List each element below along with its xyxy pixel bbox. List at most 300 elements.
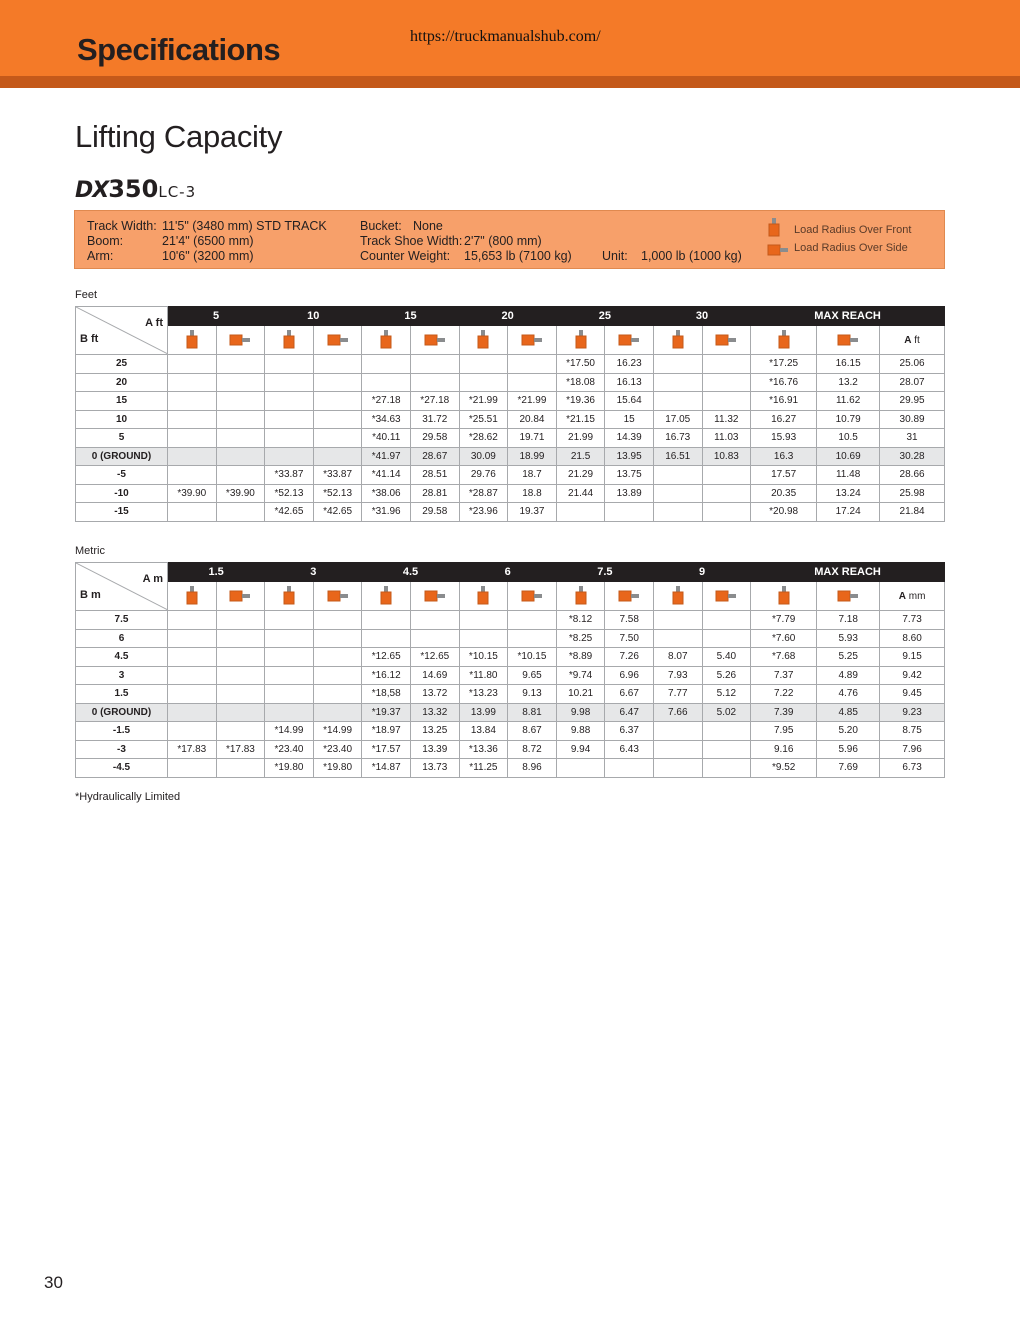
- table-row: [76, 648, 945, 667]
- capacity-cell: 8.60: [880, 629, 945, 648]
- capacity-cell: *14.87: [362, 759, 411, 778]
- capacity-cell: 7.26: [605, 648, 654, 667]
- header-strip: [0, 76, 1020, 88]
- capacity-cell: 9.15: [880, 648, 945, 667]
- model-suffix: LC-3: [158, 183, 197, 201]
- side-radius-icon: [837, 333, 859, 347]
- capacity-cell: [168, 503, 217, 522]
- table-row: [76, 703, 945, 722]
- bucket-label: Bucket:: [360, 219, 402, 233]
- capacity-cell: [653, 355, 702, 374]
- capacity-cell: [216, 447, 265, 466]
- capacity-cell: 7.69: [817, 759, 880, 778]
- table-row: [76, 629, 945, 648]
- capacity-cell: 13.99: [459, 703, 508, 722]
- capacity-cell: 16.15: [817, 355, 880, 374]
- load-height-label: 7.5: [76, 611, 168, 630]
- side-icon-cell: [605, 582, 654, 611]
- capacity-cell: 21.5: [556, 447, 605, 466]
- capacity-cell: 25.06: [880, 355, 945, 374]
- capacity-cell: [265, 355, 314, 374]
- capacity-cell: [605, 503, 654, 522]
- capacity-cell: *31.96: [362, 503, 411, 522]
- capacity-cell: [216, 666, 265, 685]
- capacity-cell: 7.95: [751, 722, 817, 741]
- page-number: 30: [44, 1273, 63, 1292]
- capacity-cell: *34.63: [362, 410, 411, 429]
- front-radius-icon: [380, 330, 392, 350]
- reach-label: A: [904, 334, 912, 346]
- side-icon-cell: [605, 326, 654, 355]
- capacity-cell: 17.57: [751, 466, 817, 485]
- capacity-cell: 10.21: [556, 685, 605, 704]
- capacity-cell: 13.73: [410, 759, 459, 778]
- capacity-cell: [313, 447, 362, 466]
- side-radius-icon: [767, 243, 789, 260]
- capacity-cell: [410, 611, 459, 630]
- side-radius-icon: [424, 589, 446, 603]
- capacity-cell: [556, 759, 605, 778]
- capacity-cell: [653, 629, 702, 648]
- capacity-cell: *21.15: [556, 410, 605, 429]
- capacity-cell: 9.16: [751, 740, 817, 759]
- load-height-label: 6: [76, 629, 168, 648]
- front-radius-icon: [477, 586, 489, 606]
- capacity-cell: *21.99: [459, 392, 508, 411]
- capacity-cell: *19.37: [362, 703, 411, 722]
- capacity-cell: *27.18: [362, 392, 411, 411]
- capacity-cell: 13.39: [410, 740, 459, 759]
- load-height-label: -4.5: [76, 759, 168, 778]
- capacity-cell: 16.27: [751, 410, 817, 429]
- capacity-cell: 28.51: [410, 466, 459, 485]
- capacity-cell: 29.76: [459, 466, 508, 485]
- side-icon-cell: [313, 582, 362, 611]
- capacity-cell: 30.28: [880, 447, 945, 466]
- arm-label: Arm:: [87, 249, 114, 263]
- capacity-cell: 9.98: [556, 703, 605, 722]
- capacity-cell: 20.84: [508, 410, 557, 429]
- capacity-cell: [216, 503, 265, 522]
- a-axis-label: A ft: [145, 317, 163, 329]
- capacity-cell: [313, 666, 362, 685]
- side-radius-icon: [521, 589, 543, 603]
- capacity-cell: [508, 611, 557, 630]
- capacity-cell: [702, 484, 751, 503]
- capacity-cell: *8.25: [556, 629, 605, 648]
- capacity-cell: [702, 759, 751, 778]
- capacity-cell: [168, 410, 217, 429]
- capacity-cell: [653, 484, 702, 503]
- capacity-cell: 9.42: [880, 666, 945, 685]
- page-title: Lifting Capacity: [75, 119, 283, 154]
- capacity-cell: [168, 722, 217, 741]
- side-icon-cell: [702, 582, 751, 611]
- capacity-cell: *33.87: [265, 466, 314, 485]
- capacity-cell: [265, 611, 314, 630]
- capacity-cell: 29.58: [410, 429, 459, 448]
- side-icon-cell: [410, 326, 459, 355]
- reach-unit-cell: [880, 326, 945, 355]
- capacity-cell: *16.76: [751, 373, 817, 392]
- boom-label: Boom:: [87, 234, 124, 248]
- capacity-cell: 7.73: [880, 611, 945, 630]
- capacity-cell: [216, 648, 265, 667]
- capacity-cell: 9.13: [508, 685, 557, 704]
- capacity-cell: 17.24: [817, 503, 880, 522]
- capacity-cell: *17.50: [556, 355, 605, 374]
- lifting-capacity-table-metric: [75, 562, 945, 778]
- model-logo: [75, 175, 196, 201]
- capacity-cell: 13.84: [459, 722, 508, 741]
- track-shoe-label: Track Shoe Width:: [360, 234, 463, 248]
- reach-unit: mm: [908, 590, 926, 602]
- capacity-cell: [508, 629, 557, 648]
- capacity-cell: 14.39: [605, 429, 654, 448]
- side-icon-cell: [817, 326, 880, 355]
- capacity-cell: [168, 429, 217, 448]
- front-icon-cell: [556, 582, 605, 611]
- capacity-cell: [702, 722, 751, 741]
- radius-column-header: 3: [265, 563, 362, 582]
- table-row: [76, 447, 945, 466]
- front-radius-icon: [672, 586, 684, 606]
- capacity-cell: *52.13: [313, 484, 362, 503]
- capacity-cell: [265, 685, 314, 704]
- front-icon-cell: [653, 582, 702, 611]
- capacity-cell: [265, 410, 314, 429]
- capacity-cell: 19.71: [508, 429, 557, 448]
- capacity-cell: 13.24: [817, 484, 880, 503]
- capacity-cell: *12.65: [362, 648, 411, 667]
- capacity-cell: [216, 410, 265, 429]
- side-radius-icon: [618, 589, 640, 603]
- capacity-cell: 6.73: [880, 759, 945, 778]
- capacity-cell: [410, 629, 459, 648]
- capacity-cell: *17.57: [362, 740, 411, 759]
- capacity-cell: [459, 611, 508, 630]
- side-icon-cell: [410, 582, 459, 611]
- capacity-cell: *52.13: [265, 484, 314, 503]
- front-radius-icon: [767, 218, 781, 241]
- table-row: [76, 740, 945, 759]
- capacity-cell: 7.50: [605, 629, 654, 648]
- unit-value: 1,000 lb (1000 kg): [641, 249, 742, 263]
- load-height-label: 4.5: [76, 648, 168, 667]
- capacity-cell: 13.72: [410, 685, 459, 704]
- radius-column-header: 15: [362, 307, 459, 326]
- capacity-cell: 7.66: [653, 703, 702, 722]
- front-radius-icon: [380, 586, 392, 606]
- capacity-cell: 16.3: [751, 447, 817, 466]
- capacity-cell: 11.48: [817, 466, 880, 485]
- capacity-cell: *40.11: [362, 429, 411, 448]
- capacity-cell: 5.20: [817, 722, 880, 741]
- capacity-cell: [459, 629, 508, 648]
- capacity-cell: *23.96: [459, 503, 508, 522]
- unit-label: Unit:: [602, 249, 628, 263]
- capacity-cell: [216, 429, 265, 448]
- capacity-cell: [216, 759, 265, 778]
- model-number: 350: [108, 175, 159, 203]
- load-height-label: 20: [76, 373, 168, 392]
- capacity-cell: [216, 373, 265, 392]
- capacity-cell: 4.89: [817, 666, 880, 685]
- radius-column-header: 7.5: [556, 563, 653, 582]
- boom-value: 21'4" (6500 mm): [162, 234, 254, 248]
- capacity-cell: [265, 447, 314, 466]
- capacity-cell: [265, 703, 314, 722]
- capacity-cell: [313, 685, 362, 704]
- capacity-cell: *9.74: [556, 666, 605, 685]
- capacity-cell: *16.12: [362, 666, 411, 685]
- capacity-cell: 13.32: [410, 703, 459, 722]
- radius-column-header: 9: [653, 563, 750, 582]
- capacity-cell: [362, 355, 411, 374]
- capacity-cell: [216, 355, 265, 374]
- arm-value: 10'6" (3200 mm): [162, 249, 254, 263]
- capacity-cell: *10.15: [459, 648, 508, 667]
- track-width-value: 11'5" (3480 mm) STD TRACK: [162, 219, 327, 233]
- capacity-cell: 7.58: [605, 611, 654, 630]
- capacity-cell: [653, 466, 702, 485]
- capacity-cell: 6.47: [605, 703, 654, 722]
- capacity-cell: 25.98: [880, 484, 945, 503]
- capacity-cell: *12.65: [410, 648, 459, 667]
- side-radius-icon: [229, 589, 251, 603]
- capacity-cell: *7.60: [751, 629, 817, 648]
- capacity-cell: 21.84: [880, 503, 945, 522]
- capacity-cell: 13.2: [817, 373, 880, 392]
- a-axis-label: A m: [142, 573, 163, 585]
- capacity-cell: 13.95: [605, 447, 654, 466]
- capacity-cell: [216, 466, 265, 485]
- capacity-cell: 7.22: [751, 685, 817, 704]
- capacity-cell: 6.67: [605, 685, 654, 704]
- capacity-cell: *25.51: [459, 410, 508, 429]
- reach-unit-cell: [880, 582, 945, 611]
- capacity-cell: *7.68: [751, 648, 817, 667]
- capacity-cell: 15.64: [605, 392, 654, 411]
- capacity-cell: [556, 503, 605, 522]
- bucket-value: None: [413, 219, 443, 233]
- capacity-cell: 9.94: [556, 740, 605, 759]
- capacity-cell: *14.99: [265, 722, 314, 741]
- capacity-cell: 9.65: [508, 666, 557, 685]
- table-row: [76, 410, 945, 429]
- capacity-cell: 20.35: [751, 484, 817, 503]
- capacity-cell: *21.99: [508, 392, 557, 411]
- capacity-cell: *33.87: [313, 466, 362, 485]
- capacity-cell: *7.79: [751, 611, 817, 630]
- front-radius-icon: [575, 330, 587, 350]
- load-height-label: 3: [76, 666, 168, 685]
- capacity-cell: [362, 629, 411, 648]
- metric-table-title: Metric: [75, 545, 105, 557]
- capacity-cell: 10.79: [817, 410, 880, 429]
- capacity-cell: *18.08: [556, 373, 605, 392]
- capacity-cell: [313, 373, 362, 392]
- front-radius-icon: [672, 330, 684, 350]
- lifting-capacity-table-feet: [75, 306, 945, 522]
- table-row: [76, 355, 945, 374]
- capacity-cell: 16.73: [653, 429, 702, 448]
- capacity-cell: [216, 685, 265, 704]
- corner-header: [76, 307, 168, 355]
- capacity-cell: 7.77: [653, 685, 702, 704]
- capacity-cell: 8.96: [508, 759, 557, 778]
- capacity-cell: [508, 373, 557, 392]
- capacity-cell: 28.67: [410, 447, 459, 466]
- capacity-cell: [216, 611, 265, 630]
- capacity-cell: [168, 685, 217, 704]
- capacity-cell: *41.14: [362, 466, 411, 485]
- front-radius-icon: [778, 586, 790, 606]
- capacity-cell: 6.37: [605, 722, 654, 741]
- table-row: [76, 392, 945, 411]
- capacity-cell: 13.25: [410, 722, 459, 741]
- table-row: [76, 484, 945, 503]
- capacity-cell: 28.81: [410, 484, 459, 503]
- source-url[interactable]: https://truckmanualshub.com/: [410, 28, 601, 45]
- legend-side-text: Load Radius Over Side: [794, 242, 908, 254]
- counter-weight-value: 15,653 lb (7100 kg): [464, 249, 572, 263]
- capacity-cell: [702, 740, 751, 759]
- side-radius-icon: [715, 589, 737, 603]
- footnote: *Hydraulically Limited: [75, 791, 181, 803]
- capacity-cell: 8.72: [508, 740, 557, 759]
- capacity-cell: 29.95: [880, 392, 945, 411]
- capacity-cell: *11.80: [459, 666, 508, 685]
- capacity-cell: [168, 648, 217, 667]
- load-height-label: 5: [76, 429, 168, 448]
- table-row: [76, 503, 945, 522]
- load-height-label: -15: [76, 503, 168, 522]
- side-icon-cell: [702, 326, 751, 355]
- capacity-cell: [168, 629, 217, 648]
- side-radius-icon: [618, 333, 640, 347]
- capacity-cell: *23.40: [265, 740, 314, 759]
- capacity-cell: [653, 759, 702, 778]
- capacity-cell: 30.89: [880, 410, 945, 429]
- front-icon-cell: [653, 326, 702, 355]
- load-height-label: 25: [76, 355, 168, 374]
- capacity-cell: 7.39: [751, 703, 817, 722]
- load-height-label: -1.5: [76, 722, 168, 741]
- capacity-cell: [508, 355, 557, 374]
- capacity-cell: 16.13: [605, 373, 654, 392]
- capacity-cell: 13.89: [605, 484, 654, 503]
- table-row: [76, 666, 945, 685]
- capacity-cell: 8.75: [880, 722, 945, 741]
- radius-column-header: 30: [653, 307, 750, 326]
- capacity-cell: [313, 703, 362, 722]
- capacity-cell: [168, 759, 217, 778]
- radius-column-header: 5: [168, 307, 265, 326]
- capacity-cell: 28.07: [880, 373, 945, 392]
- front-radius-icon: [778, 330, 790, 350]
- front-icon-cell: [362, 582, 411, 611]
- side-icon-cell: [817, 582, 880, 611]
- capacity-cell: 17.05: [653, 410, 702, 429]
- capacity-cell: [216, 392, 265, 411]
- load-height-label: -5: [76, 466, 168, 485]
- capacity-cell: [216, 703, 265, 722]
- capacity-cell: 16.51: [653, 447, 702, 466]
- capacity-cell: [702, 355, 751, 374]
- table-row: [76, 759, 945, 778]
- capacity-cell: [362, 611, 411, 630]
- capacity-cell: *18.97: [362, 722, 411, 741]
- capacity-cell: 10.5: [817, 429, 880, 448]
- capacity-cell: *13.23: [459, 685, 508, 704]
- capacity-cell: 21.44: [556, 484, 605, 503]
- diagonal-divider: [76, 307, 168, 354]
- capacity-cell: *39.90: [168, 484, 217, 503]
- table-row: [76, 722, 945, 741]
- capacity-cell: [265, 666, 314, 685]
- capacity-cell: [168, 373, 217, 392]
- load-height-label: 15: [76, 392, 168, 411]
- capacity-cell: 9.45: [880, 685, 945, 704]
- side-radius-icon: [521, 333, 543, 347]
- side-icon-cell: [313, 326, 362, 355]
- radius-column-header: MAX REACH: [751, 563, 945, 582]
- capacity-cell: 30.09: [459, 447, 508, 466]
- capacity-cell: [265, 648, 314, 667]
- side-radius-icon: [424, 333, 446, 347]
- capacity-cell: 5.40: [702, 648, 751, 667]
- capacity-cell: 13.75: [605, 466, 654, 485]
- capacity-cell: *17.83: [216, 740, 265, 759]
- capacity-cell: *19.36: [556, 392, 605, 411]
- capacity-cell: [459, 373, 508, 392]
- capacity-cell: [605, 759, 654, 778]
- capacity-cell: 4.85: [817, 703, 880, 722]
- capacity-cell: [702, 392, 751, 411]
- capacity-cell: [653, 373, 702, 392]
- capacity-cell: *39.90: [216, 484, 265, 503]
- capacity-cell: [653, 740, 702, 759]
- capacity-cell: 5.96: [817, 740, 880, 759]
- capacity-cell: 9.88: [556, 722, 605, 741]
- capacity-cell: [653, 392, 702, 411]
- capacity-cell: *23.40: [313, 740, 362, 759]
- reach-label: A: [898, 590, 906, 602]
- front-icon-cell: [556, 326, 605, 355]
- capacity-cell: [265, 429, 314, 448]
- capacity-cell: [702, 466, 751, 485]
- front-icon-cell: [168, 326, 217, 355]
- capacity-cell: 5.93: [817, 629, 880, 648]
- capacity-cell: 5.25: [817, 648, 880, 667]
- capacity-cell: [313, 629, 362, 648]
- capacity-cell: *13.36: [459, 740, 508, 759]
- counter-weight-label: Counter Weight:: [360, 249, 451, 263]
- front-icon-cell: [362, 326, 411, 355]
- capacity-cell: [168, 666, 217, 685]
- capacity-cell: 8.81: [508, 703, 557, 722]
- capacity-cell: 8.67: [508, 722, 557, 741]
- capacity-cell: [265, 392, 314, 411]
- capacity-cell: [313, 429, 362, 448]
- side-radius-icon: [229, 333, 251, 347]
- capacity-cell: 11.32: [702, 410, 751, 429]
- table-row: [76, 429, 945, 448]
- table-row: [76, 373, 945, 392]
- side-icon-cell: [508, 582, 557, 611]
- capacity-cell: [653, 503, 702, 522]
